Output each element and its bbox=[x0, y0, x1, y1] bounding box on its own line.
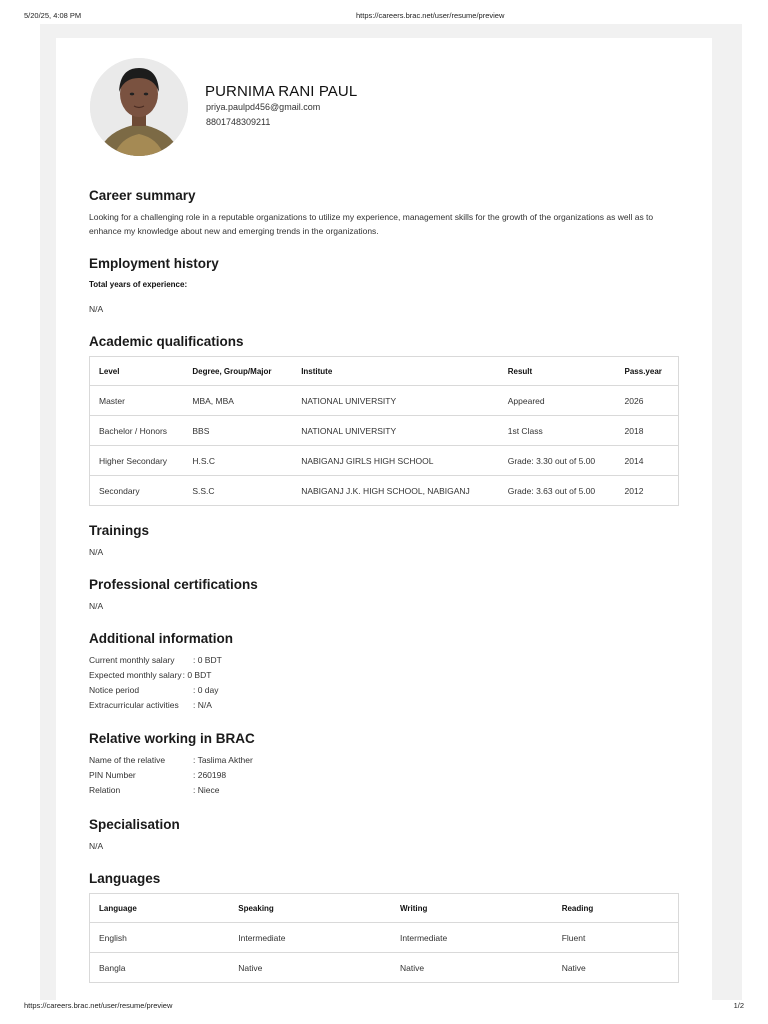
print-header bbox=[24, 11, 744, 21]
table-cell: 2018 bbox=[616, 416, 679, 446]
profile-photo bbox=[90, 58, 188, 156]
table-cell: 1st Class bbox=[499, 416, 616, 446]
item-value: : Niece bbox=[193, 785, 220, 795]
table-cell: English bbox=[90, 923, 230, 953]
additional-info-list bbox=[89, 653, 222, 713]
table-cell: Intermediate bbox=[391, 923, 553, 953]
item-label: Extracurricular activities bbox=[89, 700, 179, 710]
item-label: Current monthly salary bbox=[89, 655, 175, 665]
table-cell: Grade: 3.63 out of 5.00 bbox=[499, 476, 616, 506]
list-item bbox=[89, 698, 222, 713]
list-item bbox=[89, 653, 222, 668]
career-summary-heading: Career summary bbox=[89, 188, 196, 203]
header-reading: Reading bbox=[553, 894, 679, 923]
list-item bbox=[89, 683, 222, 698]
table-cell: 2012 bbox=[616, 476, 679, 506]
academic-heading: Academic qualifications bbox=[89, 334, 244, 349]
item-label: Relation bbox=[89, 785, 121, 795]
table-row bbox=[90, 416, 679, 446]
table-cell: MBA, MBA bbox=[183, 386, 292, 416]
table-cell: NATIONAL UNIVERSITY bbox=[292, 416, 499, 446]
list-item bbox=[89, 783, 253, 798]
additional-info-heading: Additional information bbox=[89, 631, 233, 646]
item-label: PIN Number bbox=[89, 770, 136, 780]
trainings-value: N/A bbox=[89, 547, 104, 557]
print-url: https://careers.brac.net/user/resume/preview bbox=[356, 11, 505, 20]
table-cell: Intermediate bbox=[229, 923, 391, 953]
relative-heading: Relative working in BRAC bbox=[89, 731, 255, 746]
item-label: Expected monthly salary bbox=[89, 670, 182, 680]
academic-table bbox=[89, 356, 679, 506]
table-cell: Master bbox=[90, 386, 184, 416]
table-cell: Appeared bbox=[499, 386, 616, 416]
specialisation-value: N/A bbox=[89, 841, 104, 851]
print-footer bbox=[24, 1001, 744, 1011]
item-value: : 260198 bbox=[193, 770, 227, 780]
languages-header-row bbox=[90, 894, 679, 923]
list-item bbox=[89, 753, 253, 768]
item-label: Name of the relative bbox=[89, 755, 166, 765]
print-datetime: 5/20/25, 4:08 PM bbox=[24, 11, 82, 20]
table-cell: NATIONAL UNIVERSITY bbox=[292, 386, 499, 416]
table-row bbox=[90, 476, 679, 506]
career-summary-text: Looking for a challenging role in a reputable organizations to utilize my experience, management skills for the growth of the organizations as well as to enhance my knowledge about new and emerging trends in the organizations. bbox=[89, 212, 654, 236]
table-cell: Native bbox=[553, 953, 679, 983]
relative-info-list bbox=[89, 753, 253, 798]
candidate-email: priya.paulpd456@gmail.com bbox=[206, 102, 321, 112]
table-cell: Grade: 3.30 out of 5.00 bbox=[499, 446, 616, 476]
item-value: : 0 day bbox=[193, 685, 219, 695]
table-row bbox=[90, 446, 679, 476]
list-item bbox=[89, 768, 253, 783]
header-pass-year: Pass.year bbox=[616, 357, 679, 386]
experience-value: N/A bbox=[89, 304, 104, 314]
specialisation-heading: Specialisation bbox=[89, 817, 180, 832]
table-cell: 2026 bbox=[616, 386, 679, 416]
certifications-value: N/A bbox=[89, 601, 104, 611]
table-cell: 2014 bbox=[616, 446, 679, 476]
table-cell: Native bbox=[229, 953, 391, 983]
item-label: Notice period bbox=[89, 685, 140, 695]
experience-label: Total years of experience: bbox=[89, 280, 188, 289]
header-degree: Degree, Group/Major bbox=[183, 357, 292, 386]
table-cell: Fluent bbox=[553, 923, 679, 953]
languages-heading: Languages bbox=[89, 871, 161, 886]
table-cell: Higher Secondary bbox=[90, 446, 184, 476]
table-cell: BBS bbox=[183, 416, 292, 446]
table-cell: Bachelor / Honors bbox=[90, 416, 184, 446]
table-cell: Bangla bbox=[90, 953, 230, 983]
languages-table bbox=[89, 893, 679, 983]
table-cell: NABIGANJ GIRLS HIGH SCHOOL bbox=[292, 446, 499, 476]
trainings-heading: Trainings bbox=[89, 523, 150, 538]
header-writing: Writing bbox=[391, 894, 553, 923]
header-level: Level bbox=[90, 357, 184, 386]
header-institute: Institute bbox=[292, 357, 499, 386]
academic-header-row bbox=[90, 357, 679, 386]
candidate-phone: 8801748309211 bbox=[206, 117, 271, 127]
table-cell: Secondary bbox=[90, 476, 184, 506]
item-value: : Taslima Akther bbox=[193, 755, 253, 765]
table-row bbox=[90, 386, 679, 416]
footer-url: https://careers.brac.net/user/resume/preview bbox=[24, 1001, 173, 1010]
candidate-name: PURNIMA RANI PAUL bbox=[205, 83, 358, 100]
header-result: Result bbox=[499, 357, 616, 386]
list-item bbox=[89, 668, 222, 683]
header-language: Language bbox=[90, 894, 230, 923]
header-speaking: Speaking bbox=[229, 894, 391, 923]
table-row bbox=[90, 953, 679, 983]
certifications-heading: Professional certifications bbox=[89, 577, 258, 592]
employment-heading: Employment history bbox=[89, 256, 219, 271]
item-value: : 0 BDT bbox=[193, 655, 222, 665]
table-row bbox=[90, 923, 679, 953]
table-cell: NABIGANJ J.K. HIGH SCHOOL, NABIGANJ bbox=[292, 476, 499, 506]
table-cell: H.S.C bbox=[183, 446, 292, 476]
item-value: : 0 BDT bbox=[182, 670, 212, 680]
page-number: 1/2 bbox=[733, 1001, 744, 1010]
table-cell: Native bbox=[391, 953, 553, 983]
item-value: : N/A bbox=[193, 700, 212, 710]
resume-sheet bbox=[56, 38, 712, 1000]
table-cell: S.S.C bbox=[183, 476, 292, 506]
